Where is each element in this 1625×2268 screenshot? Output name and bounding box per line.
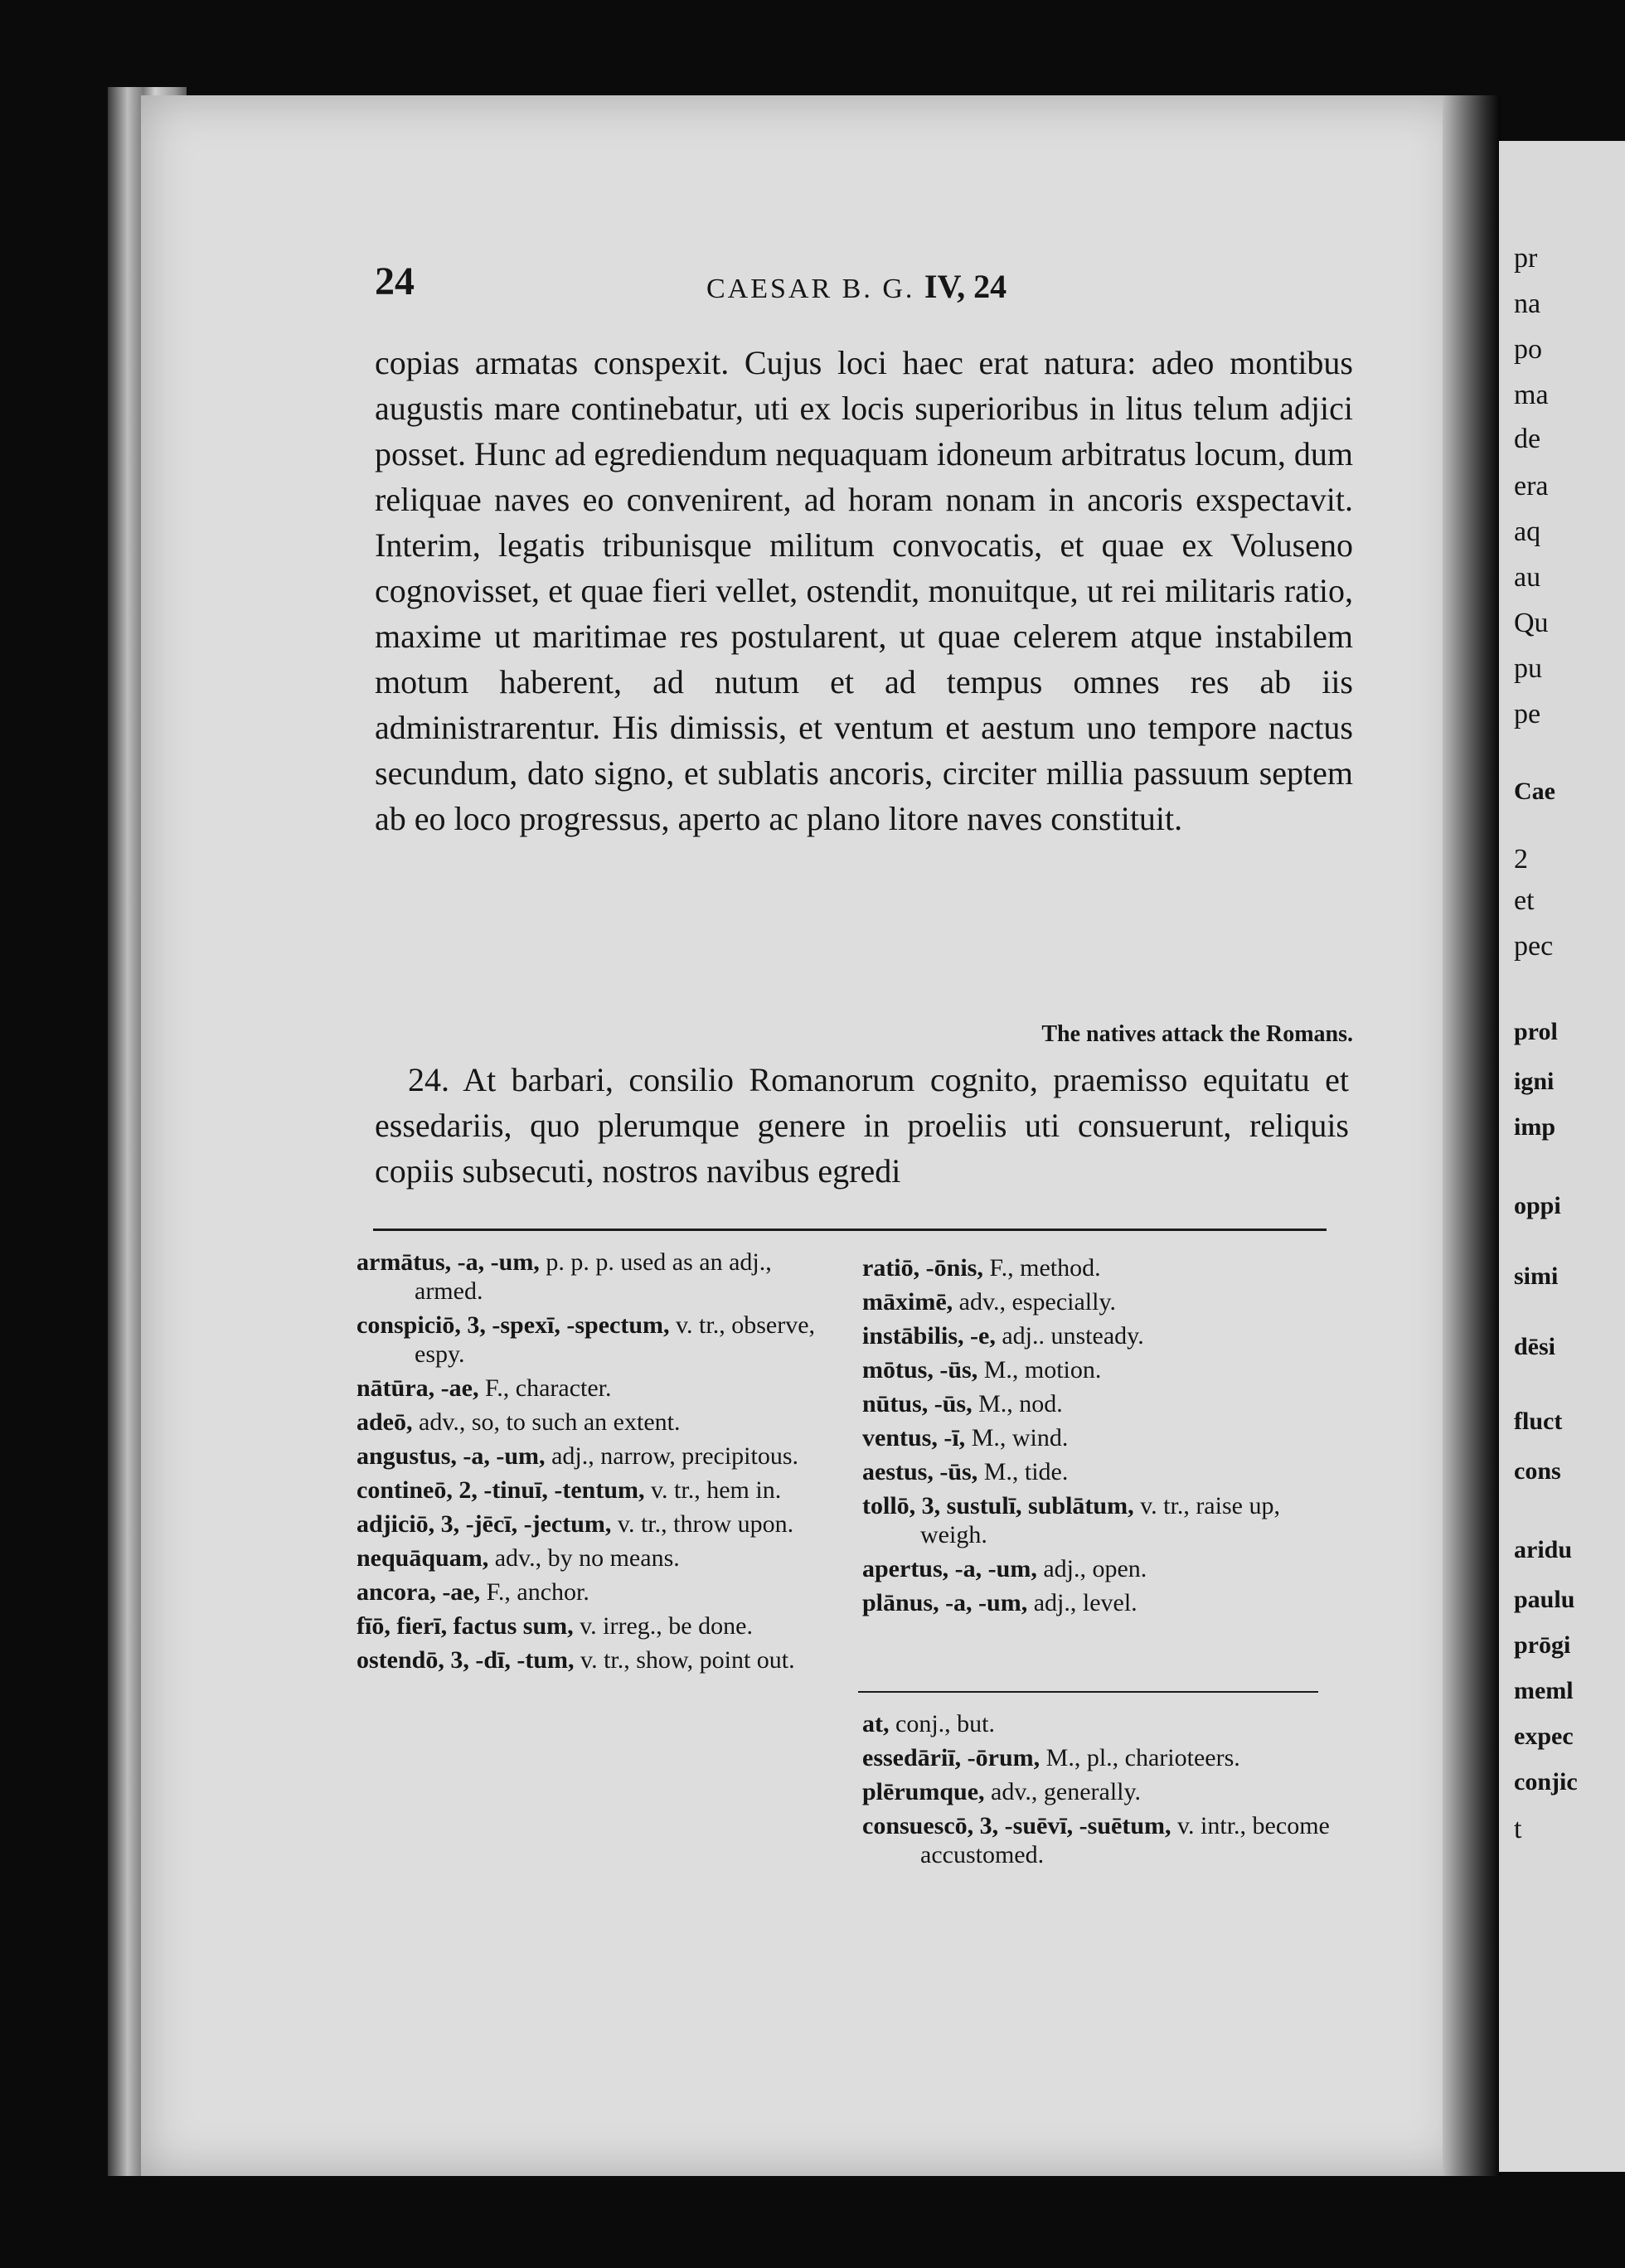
paragraph-2: 24. At barbari, consilio Romanorum cognito, praemisso equitatu et essedariis, quo plerumque genere in proeliis uti consuerunt, reliquis copiis subsecuti, nostros navibus egredi	[375, 1061, 1349, 1190]
vocab-entry	[357, 1374, 837, 1403]
vocab-entry	[862, 1389, 1335, 1418]
vocab-headword: adeō,	[357, 1408, 413, 1436]
page-number: 24	[375, 259, 415, 303]
facing-page-fragment: de	[1514, 424, 1541, 454]
vocab-definition: v. tr., throw upon.	[611, 1510, 794, 1538]
facing-page-fragment: pe	[1514, 699, 1541, 729]
vocab-entry	[862, 1457, 1335, 1486]
facing-page-fragment: imp	[1514, 1113, 1556, 1141]
vocab-definition: adj., narrow, precipitous.	[545, 1442, 799, 1470]
facing-page-fragment: au	[1514, 562, 1541, 593]
vocab-entry	[357, 1408, 837, 1437]
vocab-definition: adv., so, to such an extent.	[412, 1408, 681, 1436]
facing-page-fragment: t	[1514, 1814, 1522, 1844]
vocab-headword: mōtus, -ūs,	[862, 1356, 978, 1384]
facing-page-fragment: expec	[1514, 1723, 1574, 1750]
vocab-headword: contineō, 2, -tinuī, -tentum,	[357, 1476, 645, 1504]
vocab-headword: nūtus, -ūs,	[862, 1390, 973, 1418]
vocab-headword: armātus, -a, -um,	[357, 1248, 540, 1276]
main-text-2	[375, 1057, 1349, 1194]
vocab-headword: tollō, 3, sustulī, sublātum,	[862, 1492, 1134, 1519]
vocabulary-right-2	[862, 1709, 1335, 1874]
vocab-headword: ventus, -ī,	[862, 1424, 966, 1451]
facing-page-fragment: era	[1514, 471, 1549, 502]
vocab-entry	[357, 1544, 837, 1573]
vocab-headword: conspiciō, 3, -spexī, -spectum,	[357, 1311, 670, 1339]
vocab-entry	[357, 1248, 837, 1306]
facing-page-fragment: paulu	[1514, 1586, 1575, 1613]
facing-page-fragment: conjic	[1514, 1768, 1578, 1796]
vocab-headword: at,	[862, 1710, 890, 1737]
vocab-entry	[357, 1476, 837, 1505]
facing-page-fragment: dēsi	[1514, 1333, 1556, 1360]
vocab-definition: M., pl., charioteers.	[1040, 1744, 1240, 1771]
vocab-headword: nātūra, -ae,	[357, 1374, 479, 1402]
vocab-entry	[862, 1355, 1335, 1384]
vocab-definition: v. intr., become accustomed.	[920, 1812, 1330, 1868]
vocab-headword: adjiciō, 3, -jēcī, -jectum,	[357, 1510, 612, 1538]
vocab-entry	[862, 1709, 1335, 1738]
running-title	[706, 267, 1007, 306]
page-header	[375, 259, 1618, 317]
vocab-headword: apertus, -a, -um,	[862, 1555, 1037, 1582]
vocab-definition: v. tr., hem in.	[644, 1476, 782, 1504]
facing-page-fragment: aq	[1514, 516, 1541, 547]
facing-page-fragment: Cae	[1514, 778, 1555, 805]
vocab-headword: ostendō, 3, -dī, -tum,	[357, 1646, 575, 1674]
vocab-definition: v. tr., observe, espy.	[415, 1311, 816, 1368]
facing-page-fragment: meml	[1514, 1677, 1574, 1704]
vocab-entry	[862, 1253, 1335, 1282]
vocab-definition: M., motion.	[977, 1356, 1102, 1384]
facing-page-fragment: pec	[1514, 931, 1554, 962]
facing-page-fragment: fluct	[1514, 1408, 1563, 1435]
facing-page-fragment: cons	[1514, 1457, 1561, 1485]
vocab-headword: instābilis, -e,	[862, 1322, 996, 1350]
vocab-definition: adv., by no means.	[488, 1544, 680, 1572]
section-heading: The natives attack the Romans.	[1041, 1021, 1353, 1047]
vocab-definition: conj., but.	[889, 1710, 995, 1737]
vocab-definition: F., character.	[478, 1374, 612, 1402]
vocabulary-divider	[373, 1228, 1327, 1231]
facing-page-fragment: 2	[1514, 844, 1528, 875]
facing-page-fragment: oppi	[1514, 1192, 1561, 1219]
vocab-entry	[357, 1611, 837, 1640]
vocab-entry	[862, 1491, 1335, 1549]
vocab-entry	[357, 1645, 837, 1674]
facing-page-fragment: igni	[1514, 1068, 1555, 1095]
vocabulary-left	[357, 1248, 837, 1679]
vocab-definition: p. p. p. used as an adj., armed.	[415, 1248, 772, 1305]
book-gutter	[1443, 95, 1501, 2176]
vocab-definition: M., tide.	[977, 1458, 1069, 1485]
vocab-headword: aestus, -ūs,	[862, 1458, 978, 1485]
vocab-definition: M., nod.	[972, 1390, 1063, 1418]
vocab-headword: plērumque,	[862, 1778, 985, 1805]
vocab-headword: fīō, fierī, factus sum,	[357, 1612, 574, 1640]
vocabulary-right-1	[862, 1253, 1335, 1622]
facing-page-fragment: prol	[1514, 1018, 1558, 1045]
facing-page-fragment: Qu	[1514, 608, 1549, 638]
vocab-headword: ratiō, -ōnis,	[862, 1254, 983, 1282]
facing-page-fragment: pu	[1514, 653, 1542, 684]
vocabulary-subdivider	[858, 1691, 1318, 1693]
vocab-definition: F., method.	[982, 1254, 1101, 1282]
vocab-headword: nequāquam,	[357, 1544, 489, 1572]
vocab-headword: essedāriī, -ōrum,	[862, 1744, 1040, 1771]
paragraph-1: copias armatas conspexit. Cujus loci haec erat natura: adeo montibus augustis mare continebatur, uti ex locis superioribus in litus telum adjici posset. Hunc ad egrediendum nequaquam idoneum arbitratus locum, dum reliquae naves eo convenirent, ad horam nonam in ancoris exspectavit. Interim, legatis tribunisque militum convocatis, et quae ex Voluseno cognovisset, et quae fieri vellet, ostendit, monuitque, ut rei militaris ratio, maxime ut maritimae res postularent, ut quae celerem atque instabilem motum haberent, ad nutum et ad tempus omnes res ab iis administrarentur. His dimissis, et ventum et aestum uno tempore nactus secundum, dato signo, et sublatis ancoris, circiter millia passuum septem ab eo loco progressus, aperto ac plano litore naves constituit.	[375, 344, 1353, 837]
facing-page-fragment: et	[1514, 885, 1535, 916]
vocab-headword: ancora, -ae,	[357, 1578, 481, 1606]
vocab-entry	[862, 1588, 1335, 1617]
facing-page-fragment: pr	[1514, 243, 1538, 274]
vocab-entry	[357, 1510, 837, 1539]
facing-page	[1499, 141, 1625, 2172]
vocab-definition: v. tr., raise up, weigh.	[920, 1492, 1280, 1548]
vocab-definition: adj., open.	[1036, 1555, 1147, 1582]
vocab-entry	[862, 1743, 1335, 1772]
running-chapter: IV, 24	[924, 268, 1007, 305]
vocab-definition: M., wind.	[965, 1424, 1069, 1451]
vocab-entry	[862, 1811, 1335, 1869]
facing-page-fragment: simi	[1514, 1262, 1559, 1290]
vocab-entry	[862, 1777, 1335, 1806]
vocab-headword: consuescō, 3, -suēvī, -suētum,	[862, 1812, 1171, 1839]
vocab-entry	[357, 1311, 837, 1369]
facing-page-fragment: po	[1514, 334, 1542, 365]
running-title-text: CAESAR B. G.	[706, 274, 915, 304]
facing-page-fragment: ma	[1514, 380, 1549, 410]
vocab-entry	[862, 1321, 1335, 1350]
vocab-definition: v. tr., show, point out.	[574, 1646, 795, 1674]
main-text	[375, 340, 1353, 841]
vocab-entry	[862, 1287, 1335, 1316]
facing-page-fragment: na	[1514, 288, 1541, 319]
vocab-headword: māximē,	[862, 1288, 953, 1316]
facing-page-fragment: aridu	[1514, 1536, 1573, 1563]
vocab-headword: plānus, -a, -um,	[862, 1589, 1028, 1616]
vocab-entry	[357, 1577, 837, 1606]
vocab-definition: v. irreg., be done.	[573, 1612, 753, 1640]
vocab-headword: angustus, -a, -um,	[357, 1442, 546, 1470]
vocab-definition: adj.. unsteady.	[995, 1322, 1144, 1350]
vocab-definition: adv., generally.	[984, 1778, 1142, 1805]
vocab-definition: F., anchor.	[480, 1578, 589, 1606]
vocab-entry	[862, 1423, 1335, 1452]
vocab-definition: adv., especially.	[953, 1288, 1117, 1316]
vocab-entry	[862, 1554, 1335, 1583]
vocab-definition: adj., level.	[1027, 1589, 1138, 1616]
facing-page-fragment: prōgi	[1514, 1631, 1571, 1659]
vocab-entry	[357, 1442, 837, 1471]
